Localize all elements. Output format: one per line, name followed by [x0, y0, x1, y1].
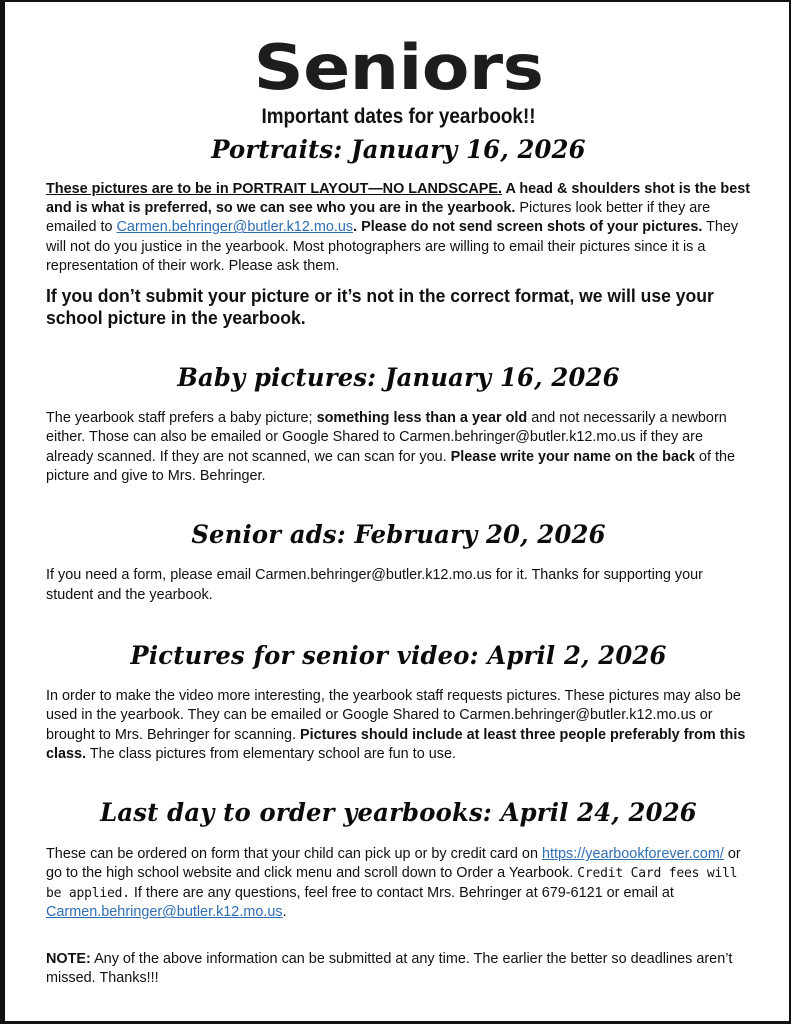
- paragraph-senior-ads: If you need a form, please email Carmen.behringer@butler.k12.mo.us for it. Thanks for supporting your student and the yearbook.: [46, 566, 703, 603]
- masthead: [46, 31, 751, 128]
- order-text-d: If there are any questions, feel free to contact Mrs. Behringer at 679-6121 or email at: [129, 883, 674, 901]
- section-heading-senior-video: Pictures for senior video: April 2, 2026: [130, 641, 667, 671]
- paragraph-senior-video: [46, 686, 751, 764]
- note-text: Any of the above information can be submitted at any time. The earlier the better so deadlines aren’t missed. Thanks!!!: [46, 949, 733, 987]
- order-text-e: .: [282, 903, 287, 921]
- flyer-content: [5, 2, 789, 1021]
- order-text-a: These can be ordered on form that your child can pick up or by credit card on: [46, 845, 542, 863]
- section-heading-baby-pictures: Baby pictures: January 16, 2026: [177, 363, 620, 393]
- paragraph-baby-pictures: [46, 408, 751, 486]
- section-heading-senior-ads: Senior ads: February 20, 2026: [191, 520, 606, 550]
- portraits-text-c: . Please do not send screen shots of your pictures.: [353, 218, 703, 236]
- video-text-c: The class pictures from elementary school are fun to use.: [86, 744, 456, 762]
- baby-text-e: of the picture and give to Mrs. Behringer.: [46, 447, 736, 485]
- paragraph-portraits-emphasis: If you don’t submit your picture or it’s not in the correct format, we will use your school picture in the yearbook.: [46, 284, 714, 329]
- portraits-text-a: A head & shoulders shot is the best and is what is preferred, so we can see who you are in the yearbook.: [46, 179, 751, 216]
- note-label: NOTE:: [46, 949, 91, 967]
- page-subtitle: Important dates for yearbook!!: [261, 104, 536, 128]
- portraits-text-d: They will not do you justice in the yearbook. Most photographers are willing to email their pictures since it is a representation of their work. Please ask them.: [46, 218, 739, 275]
- portraits-lead-emphasis: These pictures are to be in PORTRAIT LAYOUT—NO LANDSCAPE.: [46, 179, 502, 197]
- baby-text-d: Please write your name on the back: [450, 447, 695, 465]
- order-text-b: or go to the high school website and click menu and scroll down to Order a Yearbook.: [46, 845, 741, 882]
- email-link-order[interactable]: Carmen.behringer@butler.k12.mo.us: [46, 903, 283, 921]
- credit-card-fee-note: Credit Card fees will be applied.: [46, 865, 738, 901]
- paragraph-order-yearbooks: [46, 844, 751, 922]
- video-text-a: In order to make the video more interesting, the yearbook staff requests pictures. These pictures may also be used in the yearbook. They can be emailed or Google Shared to Carmen.behringer@butler.k12.mo.us or brought to Mrs. Behringer for scanning.: [46, 686, 741, 743]
- paragraph-note: [46, 949, 751, 988]
- section-heading-order-yearbooks: Last day to order yearbooks: April 24, 2026: [100, 798, 697, 828]
- yearbookforever-link[interactable]: https://yearbookforever.com/: [541, 845, 724, 863]
- email-link-portraits[interactable]: Carmen.behringer@butler.k12.mo.us: [116, 218, 354, 236]
- paragraph-portraits: [46, 179, 751, 276]
- video-text-b: Pictures should include at least three people preferably from this class.: [46, 725, 746, 762]
- section-heading-portraits: Portraits: January 16, 2026: [211, 134, 586, 164]
- baby-text-c: and not necessarily a newborn either. Those can also be emailed or Google Shared to Carmen.behringer@butler.k12.mo.us if they are already scanned. If they are not scanned, we can scan for you.: [46, 408, 727, 465]
- portraits-text-b: Pictures look better if they are emailed to: [46, 198, 711, 236]
- baby-text-a: The yearbook staff prefers a baby picture;: [46, 408, 317, 426]
- page-title: Seniors: [253, 31, 544, 104]
- baby-text-b: something less than a year old: [316, 408, 528, 426]
